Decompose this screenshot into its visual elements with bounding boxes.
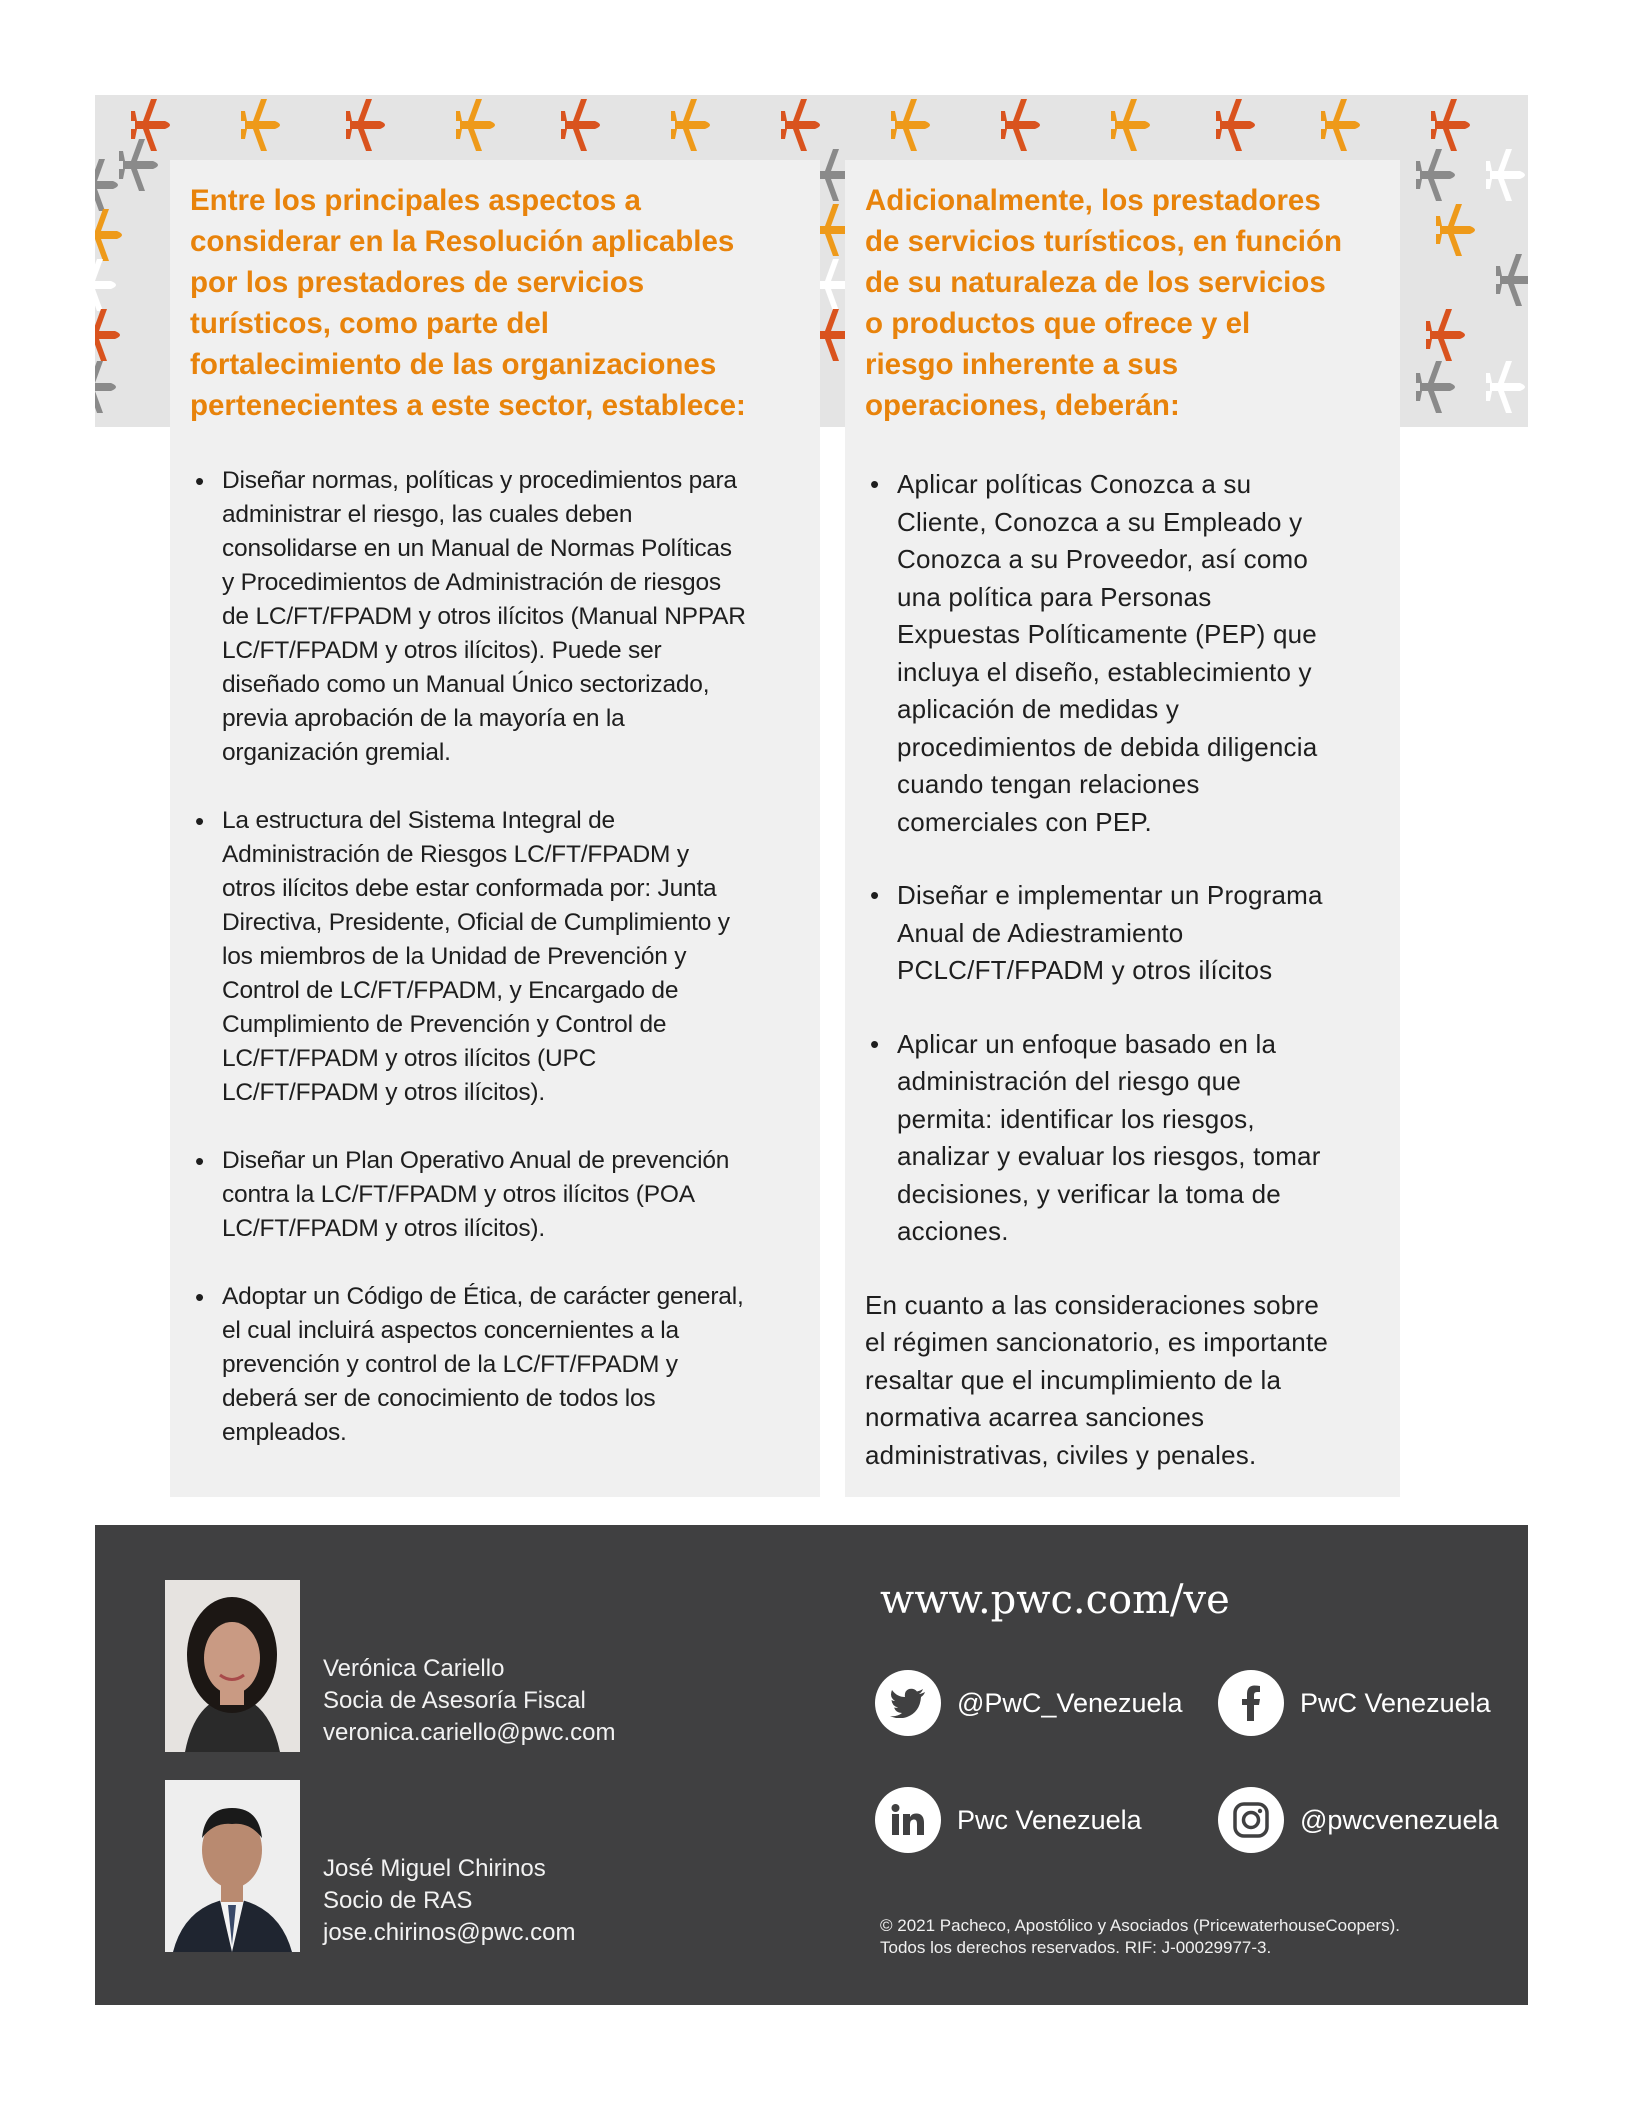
footer (95, 1525, 1528, 2005)
list-item: • Diseñar un Plan Operativo Anual de prevención contra la LC/FT/FPADM y otros ilícitos (POA LC/FT/FPADM y otros ilícitos). (190, 1144, 802, 1246)
list-item: • Aplicar un enfoque basado en la administración del riesgo que permita: identificar los riesgos, analizar y evaluar los riesgos, tomar decisiones, y verificar la toma de acciones. (865, 1026, 1390, 1251)
list-item: • Adoptar un Código de Ética, de carácter general, el cual incluirá aspectos concernientes a la prevención y control de la LC/FT/FPADM y deberá ser de conocimiento de todos los empleados. (190, 1280, 802, 1450)
instagram-icon (1218, 1787, 1284, 1853)
list-item: • Aplicar políticas Conozca a su Cliente, Conozca a su Empleado y Conozca a su Proveedor, así como una política para Personas Expuestas Políticamente (PEP) que incluya el diseño, establecimiento y aplicación de medidas y procedimientos de debida diligencia cuando tengan relaciones comerciales con PEP. (865, 466, 1390, 841)
right-bullet-list (865, 466, 1390, 1251)
right-panel-heading: Adicionalmente, los prestadores de servicios turísticos, en función de su naturaleza de los servicios o productos que ofrece y el riesgo inherente a sus operaciones, deberán: (865, 184, 1343, 422)
social-facebook[interactable] (1218, 1670, 1491, 1736)
social-label: @pwcvenezuela (1300, 1804, 1499, 1835)
contact-name: José Miguel Chirinos (323, 1855, 546, 1882)
contact-name: Verónica Cariello (323, 1655, 505, 1682)
website-link[interactable]: www.pwc.com/ve (880, 1577, 1230, 1623)
facebook-icon (1218, 1670, 1284, 1736)
left-bullet-list (190, 464, 802, 1450)
twitter-icon (875, 1670, 941, 1736)
social-linkedin[interactable] (875, 1787, 1142, 1853)
left-content-panel (170, 160, 820, 1497)
contact-card-veronica (323, 1653, 615, 1749)
right-content-panel (845, 160, 1400, 1497)
social-label: @PwC_Venezuela (957, 1687, 1183, 1718)
linkedin-icon (875, 1787, 941, 1853)
list-item: • La estructura del Sistema Integral de Administración de Riesgos LC/FT/FPADM y otros ilícitos debe estar conformada por: Junta Directiva, Presidente, Oficial de Cumplimiento y los miembros de la Unidad de Prevención y Control de LC/FT/FPADM, y Encargado de Cumplimiento de Prevención y Control de LC/FT/FPADM y otros ilícitos (UPC LC/FT/FPADM y otros ilícitos). (190, 804, 802, 1110)
list-item: • Diseñar e implementar un Programa Anual de Adiestramiento PCLC/FT/FPADM y otros ilícitos (865, 877, 1390, 990)
social-label: Pwc Venezuela (957, 1804, 1142, 1835)
contact-email[interactable]: jose.chirinos@pwc.com (323, 1919, 576, 1946)
contact-photo-jose (165, 1780, 300, 1952)
copyright-text: © 2021 Pacheco, Apostólico y Asociados (PricewaterhouseCoopers). Todos los derechos reservados. RIF: J-00029977-3. (880, 1916, 1400, 1957)
plane-row-top (131, 99, 1470, 151)
list-item: • Diseñar normas, políticas y procedimientos para administrar el riesgo, las cuales deben consolidarse en un Manual de Normas Políticas y Procedimientos de Administración de riesgos de LC/FT/FPADM y otros ilícitos (Manual NPPAR LC/FT/FPADM y otros ilícitos). Puede ser diseñado como un Manual Único sectorizado, previa aprobación de la mayoría en la organización gremial. (190, 464, 802, 770)
left-panel-heading: Entre los principales aspectos a considerar en la Resolución aplicables por los prestadores de servicios turísticos, como parte del fortalecimiento de las organizaciones pertenecientes a este sector, establece: (190, 184, 746, 422)
contact-role: Socio de RAS (323, 1887, 473, 1914)
contact-email[interactable]: veronica.cariello@pwc.com (323, 1719, 616, 1746)
contact-card-jose (323, 1853, 575, 1949)
social-twitter[interactable] (875, 1670, 1183, 1736)
contact-role: Socia de Asesoría Fiscal (323, 1687, 586, 1714)
contact-photo-veronica (165, 1580, 300, 1752)
social-label: PwC Venezuela (1300, 1687, 1491, 1718)
social-instagram[interactable] (1218, 1787, 1499, 1853)
plane-column-right (1416, 149, 1528, 413)
closing-paragraph: En cuanto a las consideraciones sobre el régimen sancionatorio, es importante resaltar que el incumplimiento de la normativa acarrea sanciones administrativas, civiles y penales. (865, 1289, 1329, 1470)
plane-column-left (95, 139, 158, 413)
